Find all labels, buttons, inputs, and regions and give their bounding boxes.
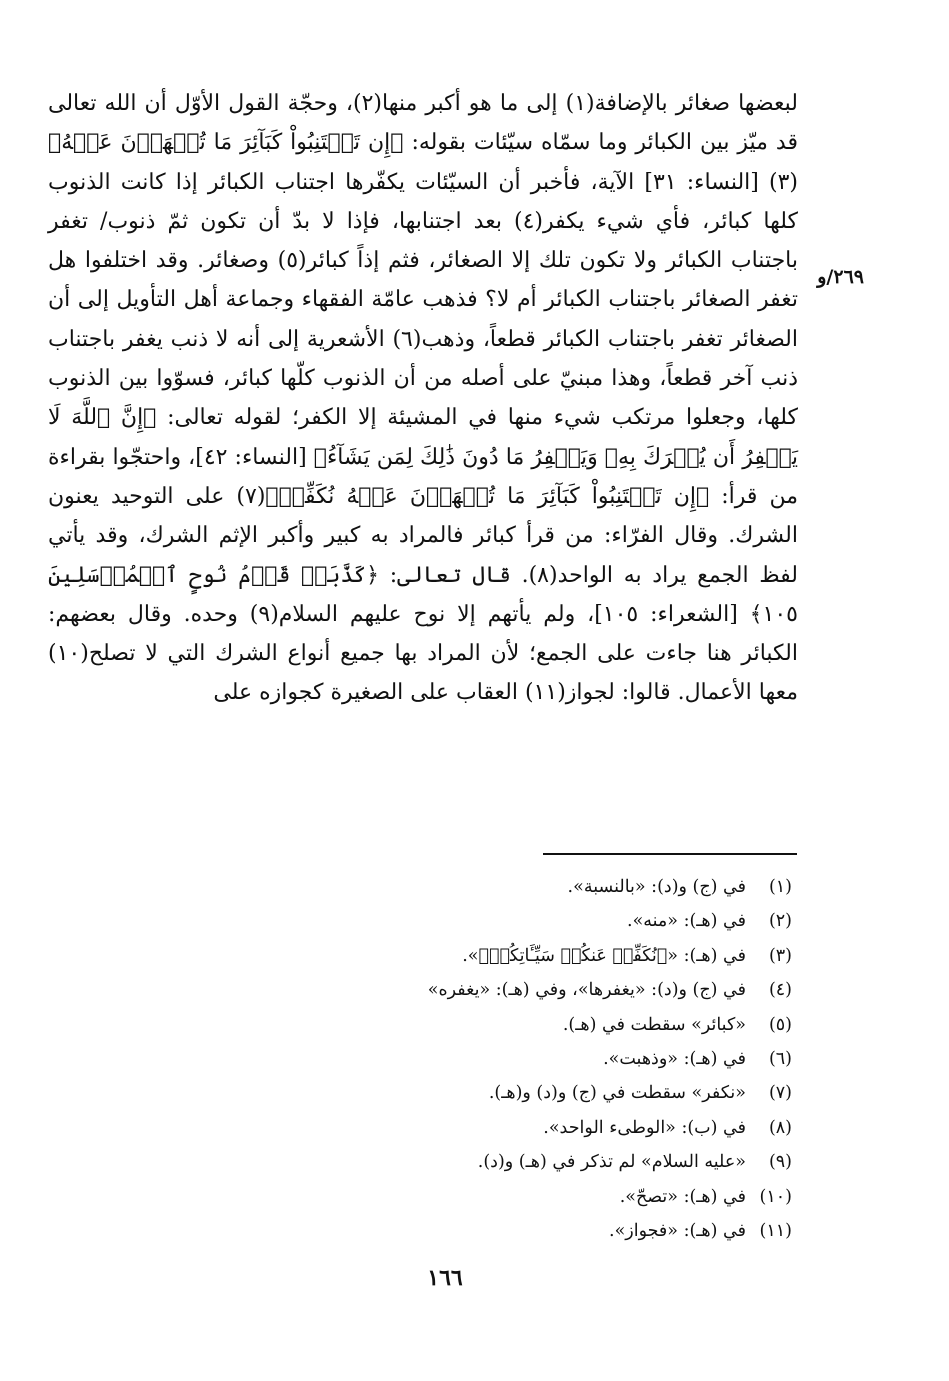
- footnote-text: في (ج) و(د): «يغفرها»، وفي (هـ): «يغفره»: [427, 980, 746, 1001]
- footnote-number: (١١): [759, 1221, 792, 1242]
- footnote-text: في (هـ): «منه».: [627, 911, 746, 932]
- footnote-item: [300, 1214, 792, 1248]
- footnote-text: في (هـ): «وذهبت».: [603, 1049, 746, 1070]
- footnote-number: (٩): [768, 1152, 792, 1173]
- footnote-number: (٤): [768, 980, 792, 1001]
- footnote-item: [300, 1076, 792, 1110]
- footnote-separator: [543, 853, 797, 855]
- footnote-item: [300, 1145, 792, 1179]
- footnote-text: في (هـ): «تصحّ».: [619, 1186, 746, 1207]
- footnote-item: [300, 1111, 792, 1145]
- folio-margin-note: ٢٦٩/و: [817, 266, 864, 288]
- footnote-number: (٦): [768, 1049, 792, 1070]
- footnote-text: في (هـ): «﴿نُكَفِّرۡ عَنكُمۡ سَيِّـَٔاتِكُمۡ﴾».: [462, 945, 746, 966]
- footnote-number: (١٠): [759, 1186, 792, 1207]
- main-body-text: [48, 84, 798, 713]
- footnote-text: «كبائر» سقطت في (هـ).: [562, 1014, 746, 1035]
- footnote-number: (٧): [768, 1083, 792, 1104]
- footnote-item: [300, 1008, 792, 1042]
- footnote-text: «عليه السلام» لم تذكر في (هـ) و(د).: [477, 1152, 746, 1173]
- footnote-item: [300, 973, 792, 1007]
- footnote-text: في (ج) و(د): «بالنسبة».: [567, 877, 746, 897]
- footnote-text: في (ب): «الوطىء الواحد».: [543, 1117, 746, 1138]
- footnote-item: [300, 939, 792, 973]
- footnote-text: في (هـ): «فجواز».: [609, 1221, 746, 1242]
- footnote-item: [300, 1042, 792, 1076]
- body-paragraph: لبعضها صغائر بالإضافة(١) إلى ما هو أكبر منها(٢)، وحجّة القول الأوّل أن الله تعالى قد ميّز بين الكبائر وما سمّاه سيّئات بقوله: ﴿إِن تَجۡتَنِبُواْ كَبَآئِرَ مَا تُنۡهَوۡنَ عَنۡهُ﴾(٣) [النساء: ٣١] الآية، فأخبر أن السيّئات يكفّرها اجتناب الكبائر إذا كانت الذنوب كلها كبائر، فأي شيء يكفر(٤) بعد اجتنابها، فإذا لا بدّ أن تكون ثمّ ذنوب/ تغفر باجتناب الكبائر ولا تكون تلك إلا الصغائر، فثم إذاً كبائر(٥) وصغائر. وقد اختلفوا هل تغفر الصغائر باجتناب الكبائر أم لا؟ فذهب عامّة الفقهاء وجماعة أهل التأويل إلى أن الصغائر تغفر باجتناب الكبائر قطعاً، وذهب(٦) الأشعرية إلى أنه لا ذنب يغفر باجتناب ذنب آخر قطعاً، وهذا مبنيّ على أصله من أن الذنوب كلّها كبائر، فسوّوا بين الذنوب كلها، وجعلوا مرتكب شيء منها في المشيئة إلا الكفر؛ لقوله تعالى: ﴿إِنَّ ٱللَّهَ لَا يَغۡفِرُ أَن يُشۡرَكَ بِهِۦ وَيَغۡفِرُ مَا دُونَ ذَٰلِكَ لِمَن يَشَآءُ﴾ [النساء: ٤٢]، واحتجّوا بقراءة من قرأ: ﴿إِن تَجۡتَنِبُواْ كَبَآئِرَ مَا تُنۡهَوۡنَ عَنۡهُ نُكَفِّرۡ﴾(٧) على التوحيد يعنون الشرك. وقال الفرّاء: من قرأ كبائر فالمراد به كبير وأكبر الإثم الشرك، وقد يأتي لفظ الجمع يراد به الواحد(٨). قال تعالى: ﴿كَذَّبَتۡ قَوۡمُ نُوحٍ ٱلۡمُرۡسَلِينَ ١٠٥﴾ [الشعراء: ١٠٥]، ولم يأتهم إلا نوح عليهم السلام(٩) وحده. وقال بعضهم: الكبائر هنا جاءت على الجمع؛ لأن المراد بها جميع أنواع الشرك التي لا تصلح(١٠) معها الأعمال. قالوا: لجواز(١١) العقاب على الصغيرة كجوازه على: [48, 91, 799, 706]
- page-number: ١٦٦: [427, 1265, 463, 1291]
- footnote-number: (٨): [768, 1117, 792, 1138]
- footnote-number: (١): [768, 877, 792, 897]
- footnote-item: [300, 1180, 792, 1214]
- footnote-item: [300, 870, 792, 904]
- footnote-text: «نكفر» سقطت في (ج) و(د) و(هـ).: [488, 1083, 746, 1104]
- footnote-number: (٥): [768, 1014, 792, 1035]
- footnote-item: [300, 904, 792, 938]
- footnote-number: (٢): [768, 911, 792, 932]
- footnotes-section: [300, 870, 792, 1248]
- footnote-number: (٣): [768, 945, 792, 966]
